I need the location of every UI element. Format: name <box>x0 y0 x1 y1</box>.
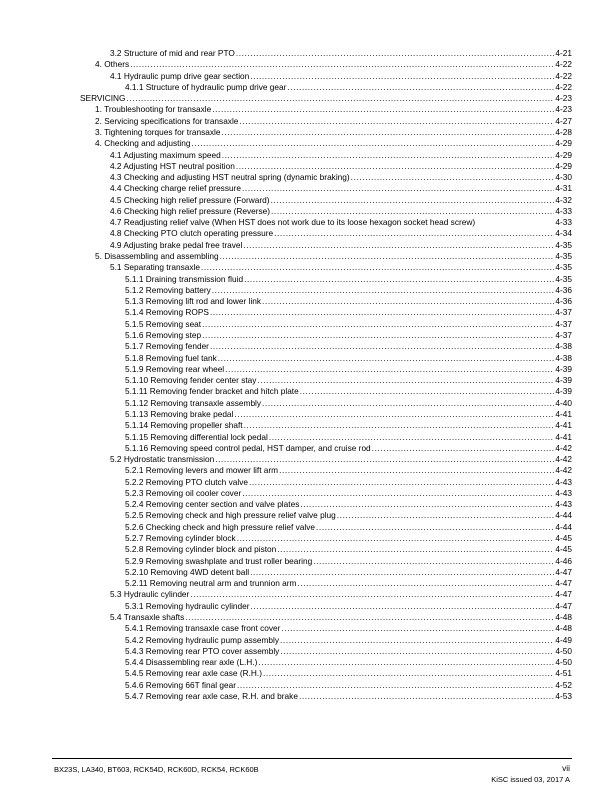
toc-entry[interactable] <box>95 59 572 70</box>
toc-entry-page: 4-36 <box>555 284 572 295</box>
toc-dot-leader <box>202 330 554 341</box>
toc-entry-page: 4-47 <box>555 589 572 600</box>
toc-entry-title: 5.2.2 Removing PTO clutch valve <box>125 476 248 487</box>
toc-entry-title: 4.2 Adjusting HST neutral position <box>110 160 235 171</box>
toc-entry-page: 4-29 <box>555 160 572 171</box>
toc-dot-leader <box>271 206 554 217</box>
toc-entry-page: 4-40 <box>555 397 572 408</box>
toc-entry[interactable] <box>110 183 572 194</box>
toc-entry[interactable] <box>110 262 572 273</box>
toc-entry[interactable] <box>125 657 572 668</box>
toc-entry-page: 4-37 <box>555 307 572 318</box>
toc-dot-leader <box>258 657 554 668</box>
toc-entry[interactable] <box>125 533 572 544</box>
toc-entry-title: 5.1.5 Removing seat <box>125 318 202 329</box>
toc-entry[interactable] <box>110 161 572 172</box>
toc-dot-leader <box>127 93 555 104</box>
toc-entry[interactable] <box>125 691 572 702</box>
toc-dot-leader <box>262 398 554 409</box>
toc-entry[interactable] <box>125 364 572 375</box>
toc-entry-title: 5.3 Hydraulic cylinder <box>110 589 190 600</box>
toc-entry[interactable] <box>125 488 572 499</box>
toc-entry[interactable] <box>125 353 572 364</box>
toc-dot-leader <box>300 386 555 397</box>
toc-entry-page: 4-27 <box>555 115 572 126</box>
toc-dot-leader <box>300 499 554 510</box>
toc-entry-page: 4-41 <box>555 408 572 419</box>
toc-dot-leader <box>130 59 554 70</box>
toc-dot-leader <box>190 589 554 600</box>
toc-entry-title: 4.1 Adjusting maximum speed <box>110 149 221 160</box>
toc-entry-title: 5.4.7 Removing rear axle case, R.H. and brake <box>125 690 298 701</box>
toc-dot-leader <box>237 533 555 544</box>
toc-entry[interactable] <box>125 544 572 555</box>
toc-entry-page: 4-29 <box>555 138 572 149</box>
toc-entry[interactable] <box>95 104 572 115</box>
toc-entry[interactable] <box>110 240 572 251</box>
toc-entry-title: 5.2.6 Checking check and high pressure relief valve <box>125 521 316 532</box>
toc-entry[interactable] <box>125 680 572 691</box>
toc-dot-leader <box>287 82 554 93</box>
toc-entry[interactable] <box>125 443 572 454</box>
toc-entry[interactable] <box>125 432 572 443</box>
toc-entry[interactable] <box>95 138 572 149</box>
toc-dot-leader <box>257 375 554 386</box>
toc-dot-leader <box>299 691 554 702</box>
toc-entry[interactable] <box>125 409 572 420</box>
issue-info: KiSC issued 03, 2017 A <box>491 775 570 784</box>
toc-entry-title: 5.2.5 Removing check and high pressure relief valve plug <box>125 510 336 521</box>
toc-entry-title: 4.7 Readjusting relief valve (When HST does not work due to its loose hexagon socket head screw) <box>110 217 476 228</box>
toc-entry-page: 4-44 <box>555 510 572 521</box>
toc-dot-leader <box>271 195 555 206</box>
toc-entry-page: 4-41 <box>555 431 572 442</box>
toc-entry[interactable] <box>110 172 572 183</box>
toc-dot-leader <box>297 578 554 589</box>
toc-entry-title: 5.2.8 Removing cylinder block and piston <box>125 544 277 555</box>
toc-entry-title: 5.2.10 Removing 4WD detent ball <box>125 566 250 577</box>
toc-entry[interactable] <box>95 127 572 138</box>
toc-dot-leader <box>280 635 554 646</box>
toc-entry[interactable] <box>125 398 572 409</box>
toc-entry-title: 5.4.6 Removing 66T final gear <box>125 679 236 690</box>
toc-dot-leader <box>225 364 554 375</box>
toc-entry-page: 4-46 <box>555 555 572 566</box>
toc-entry[interactable] <box>125 296 572 307</box>
toc-dot-leader <box>234 409 554 420</box>
toc-entry-page: 4-39 <box>555 363 572 374</box>
toc-entry-title: 4.6 Checking high relief pressure (Reverse) <box>110 205 271 216</box>
toc-entry[interactable] <box>125 499 572 510</box>
toc-entry[interactable] <box>125 319 572 330</box>
toc-entry-title: 5.2.11 Removing neutral arm and trunnion arm <box>125 578 297 589</box>
toc-entry-title: 5.1.14 Removing propeller shaft <box>125 420 243 431</box>
toc-entry-title: 5.1.12 Removing transaxle assembly <box>125 397 262 408</box>
toc-dot-leader <box>263 668 554 679</box>
toc-entry-title: 5.2.4 Removing center section and valve plates <box>125 499 300 510</box>
toc-entry[interactable] <box>125 330 572 341</box>
toc-dot-leader <box>239 116 554 127</box>
toc-entry-page: 4-41 <box>555 420 572 431</box>
toc-dot-leader <box>237 680 554 691</box>
toc-dot-leader <box>274 228 554 239</box>
toc-entry-page: 4-34 <box>555 228 572 239</box>
toc-entry[interactable] <box>125 341 572 352</box>
toc-dot-leader <box>279 465 554 476</box>
toc-dot-leader <box>269 432 555 443</box>
toc-entry-page: 4-52 <box>555 679 572 690</box>
toc-entry[interactable] <box>125 82 572 93</box>
toc-entry-title: 2. Servicing specifications for transaxle <box>95 115 239 126</box>
toc-entry-title: 5.4.1 Removing transaxle case front cover <box>125 623 281 634</box>
toc-dot-leader <box>244 420 555 431</box>
toc-entry-title: 5.1.3 Removing lift rod and lower link <box>125 296 262 307</box>
toc-entry-page: 4-44 <box>555 521 572 532</box>
toc-dot-leader <box>215 454 554 465</box>
toc-entry-page: 4-32 <box>555 194 572 205</box>
toc-entry-page: 4-53 <box>555 690 572 701</box>
toc-entry[interactable] <box>125 601 572 612</box>
toc-entry[interactable] <box>95 251 572 262</box>
toc-dot-leader <box>236 48 555 59</box>
toc-entry-page: 4-42 <box>555 465 572 476</box>
toc-entry-page: 4-37 <box>555 330 572 340</box>
toc-dot-leader <box>201 262 554 273</box>
toc-entry-page: 4-23 <box>555 93 572 104</box>
toc-entry-title: 5.1.2 Removing battery <box>125 284 211 295</box>
toc-dot-leader <box>243 240 554 251</box>
toc-entry[interactable] <box>125 623 572 634</box>
toc-dot-leader <box>212 104 554 115</box>
toc-entry-page: 4-21 <box>555 48 572 58</box>
toc-dot-leader <box>202 319 554 330</box>
toc-entry[interactable] <box>125 646 572 657</box>
toc-entry-page: 4-51 <box>555 668 572 679</box>
toc-entry-title: 5.1.16 Removing speed control pedal, HST damper, and cruise rod <box>125 442 371 453</box>
toc-entry[interactable] <box>80 93 572 104</box>
toc-entry-page: 4-33 <box>555 217 572 228</box>
toc-entry-page: 4-22 <box>555 81 572 92</box>
toc-dot-leader <box>222 150 555 161</box>
toc-dot-leader <box>210 341 554 352</box>
toc-entry[interactable] <box>110 48 572 59</box>
toc-entry[interactable] <box>125 635 572 646</box>
toc-dot-leader <box>244 274 554 285</box>
toc-dot-leader <box>351 172 555 183</box>
toc-entry-page: 4-36 <box>555 296 572 307</box>
toc-entry-title: 5. Disassembling and assembling <box>95 251 219 262</box>
toc-entry-title: 3.2 Structure of mid and rear PTO <box>110 48 235 58</box>
toc-entry-page: 4-28 <box>555 126 572 137</box>
toc-entry-page: 4-50 <box>555 645 572 656</box>
toc-entry[interactable] <box>95 116 572 127</box>
toc-dot-leader <box>191 138 554 149</box>
toc-entry-page: 4-47 <box>555 600 572 611</box>
toc-dot-leader <box>280 646 554 657</box>
toc-entry-page: 4-22 <box>555 59 572 70</box>
toc-entry-title: 4.9 Adjusting brake pedal free travel <box>110 239 243 250</box>
toc-entry[interactable] <box>125 510 572 521</box>
toc-entry-title: 5.2.3 Removing oil cooler cover <box>125 487 242 498</box>
toc-entry-page: 4-42 <box>555 454 572 465</box>
toc-entry-title: SERVICING <box>80 93 126 104</box>
toc-entry-page: 4-33 <box>555 205 572 216</box>
toc-entry-page: 4-50 <box>555 657 572 668</box>
toc-entry[interactable] <box>110 228 572 239</box>
toc-entry-page: 4-38 <box>555 341 572 352</box>
toc-entry[interactable] <box>125 307 572 318</box>
toc-entry-page: 4-39 <box>555 375 572 386</box>
toc-entry-title: 4.1.1 Structure of hydraulic pump drive gear <box>125 81 287 92</box>
toc-entry-title: 5.1.11 Removing fender bracket and hitch plate <box>125 386 299 397</box>
toc-entry-page: 4-38 <box>555 352 572 363</box>
toc-entry-page: 4-35 <box>555 273 572 284</box>
toc-entry-title: 5.1.15 Removing differential lock pedal <box>125 431 268 442</box>
toc-entry-title: 4.3 Checking and adjusting HST neutral spring (dynamic braking) <box>110 172 350 183</box>
toc-entry-title: 5.1.10 Removing fender center stay <box>125 375 257 386</box>
toc-dot-leader <box>221 127 554 138</box>
toc-entry-page: 4-47 <box>555 578 572 589</box>
toc-dot-leader <box>277 544 554 555</box>
toc-entry-title: 5.3.1 Removing hydraulic cylinder <box>125 600 250 611</box>
toc-entry[interactable] <box>110 71 572 82</box>
toc-entry-title: 4. Checking and adjusting <box>95 138 191 149</box>
toc-entry-title: 5.2.7 Removing cylinder block <box>125 533 236 544</box>
toc-entry[interactable] <box>125 420 572 431</box>
toc-entry[interactable] <box>125 567 572 578</box>
toc-dot-leader <box>250 71 554 82</box>
toc-entry[interactable] <box>125 386 572 397</box>
toc-entry-page: 4-48 <box>555 612 572 622</box>
toc-entry-page: 4-22 <box>555 70 572 81</box>
toc-entry-title: 5.1.13 Removing brake pedal <box>125 408 234 419</box>
toc-entry-page: 4-48 <box>555 623 572 634</box>
toc-entry-title: 5.1.1 Draining transmission fluid <box>125 273 244 284</box>
toc-entry-title: 4.8 Checking PTO clutch operating pressure <box>110 228 274 239</box>
toc-entry-title: 1. Troubleshooting for transaxle <box>95 104 212 115</box>
toc-entry-page: 4-35 <box>555 239 572 250</box>
footer-models: BX23S, LA340, BT603, RCK54D, RCK60D, RCK54, RCK60B <box>54 765 259 774</box>
toc-entry-page: 4-43 <box>555 476 572 487</box>
toc-dot-leader <box>185 612 554 623</box>
toc-entry-page: 4-47 <box>555 566 572 577</box>
toc-entry-page: 4-30 <box>555 172 572 183</box>
toc-entry-title: 4. Others <box>95 59 130 70</box>
toc-entry[interactable] <box>125 668 572 679</box>
toc-entry[interactable] <box>110 589 572 600</box>
toc-entry[interactable] <box>110 195 572 206</box>
toc-entry-title: 5.1.9 Removing rear wheel <box>125 363 225 374</box>
toc-entry[interactable] <box>110 206 572 217</box>
toc-entry-title: 5.4.2 Removing hydraulic pump assembly <box>125 634 280 645</box>
toc-dot-leader <box>218 353 555 364</box>
toc-entry-title: 5.1.6 Removing step <box>125 330 202 340</box>
toc-entry-title: 5.1.8 Removing fuel tank <box>125 352 217 363</box>
toc-entry[interactable] <box>125 465 572 476</box>
toc-dot-leader <box>313 556 554 567</box>
footer-divider <box>52 758 572 759</box>
toc-entry-title: 5.1 Separating transaxle <box>110 262 200 273</box>
toc-dot-leader <box>281 623 554 634</box>
toc-entry-title: 5.4.5 Removing rear axle case (R.H.) <box>125 668 262 679</box>
toc-entry-page: 4-29 <box>555 149 572 160</box>
toc-entry-title: 5.1.4 Removing ROPS <box>125 307 209 318</box>
toc-entry[interactable] <box>125 477 572 488</box>
toc-entry-title: 4.5 Checking high relief pressure (Forward) <box>110 194 270 205</box>
toc-entry-title: 4.4 Checking charge relief pressure <box>110 183 241 194</box>
toc-entry-page: 4-45 <box>555 544 572 555</box>
toc-dot-leader <box>220 251 555 262</box>
toc-entry-title: 5.4.3 Removing rear PTO cover assembly <box>125 645 280 656</box>
toc-entry[interactable] <box>110 217 572 228</box>
toc-dot-leader <box>262 296 554 307</box>
toc-entry-page: 4-37 <box>555 318 572 329</box>
toc-dot-leader <box>242 183 554 194</box>
toc-entry-title: 5.2.9 Removing swashplate and trust roller bearing <box>125 555 313 566</box>
toc-entry-page: 4-35 <box>555 251 572 262</box>
toc-entry-page: 4-49 <box>555 634 572 645</box>
toc-entry-title: 4.1 Hydraulic pump drive gear section <box>110 70 250 81</box>
toc-entry-title: 5.1.7 Removing fender <box>125 341 209 352</box>
toc-entry[interactable] <box>125 578 572 589</box>
toc-dot-leader <box>316 522 554 533</box>
toc-entry-title: 5.2.1 Removing levers and mower lift arm <box>125 465 279 476</box>
toc-entry[interactable] <box>125 556 572 567</box>
page-number: vii <box>562 763 570 773</box>
toc-dot-leader <box>250 567 554 578</box>
toc-entry-page: 4-35 <box>555 262 572 273</box>
toc-entry-page: 4-39 <box>555 386 572 397</box>
toc-dot-leader <box>242 488 554 499</box>
toc-entry-page: 4-42 <box>555 442 572 453</box>
toc-dot-leader <box>249 477 554 488</box>
toc-entry-title: 5.4 Transaxle shafts <box>110 612 185 622</box>
toc-entry[interactable] <box>125 522 572 533</box>
toc-entry-title: 3. Tightening torques for transaxle <box>95 126 221 137</box>
toc-entry-page: 4-45 <box>555 533 572 544</box>
toc-entry-page: 4-23 <box>555 104 572 115</box>
toc-entry[interactable] <box>125 274 572 285</box>
toc-entry-title: 5.4.4 Disassembling rear axle (L.H.) <box>125 657 258 668</box>
toc-dot-leader <box>210 307 554 318</box>
toc-entry[interactable] <box>125 285 572 296</box>
toc-entry-page: 4-43 <box>555 487 572 498</box>
toc-dot-leader <box>372 443 555 454</box>
toc-entry[interactable] <box>110 150 572 161</box>
toc-entry[interactable] <box>110 612 572 623</box>
toc-entry-page: 4-43 <box>555 499 572 510</box>
toc-entry[interactable] <box>110 454 572 465</box>
toc-entry[interactable] <box>125 375 572 386</box>
toc-dot-leader <box>251 601 555 612</box>
toc-dot-leader <box>337 510 555 521</box>
toc-dot-leader <box>212 285 555 296</box>
toc-entry-page: 4-31 <box>555 183 572 194</box>
toc-entry-title: 5.2 Hydrostatic transmission <box>110 454 215 465</box>
toc-dot-leader <box>236 161 555 172</box>
